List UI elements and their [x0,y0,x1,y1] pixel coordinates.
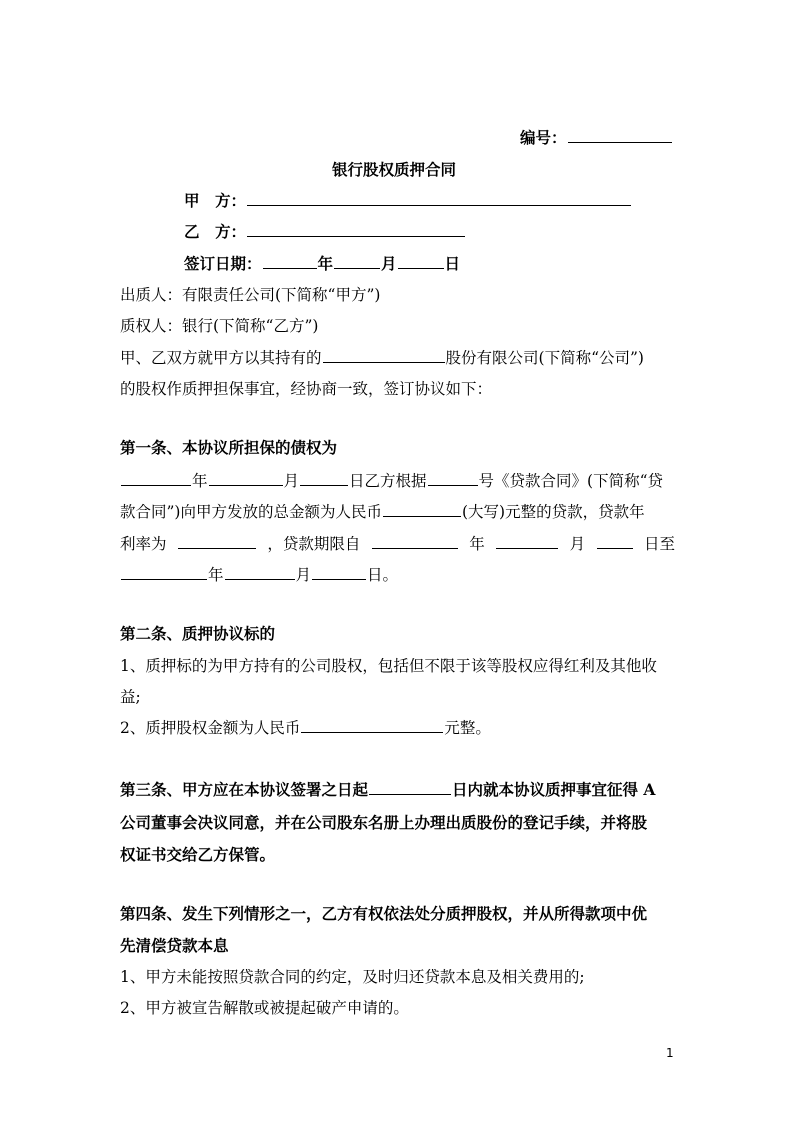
sign-year-blank [263,253,317,269]
sign-day-label: 日 [444,254,461,273]
article2-item2 [120,717,491,739]
article1-line-1 [120,470,663,492]
a1-end-month-label: 月 [295,566,312,584]
a1-line3-b: ，贷款期限自 [267,535,361,553]
party-b-blank [247,221,465,237]
a1-term-month-blank [496,533,558,549]
a3-line1-b: 日内就本协议质押事宜征得 A [452,780,656,799]
intro-line-3-a: 甲、乙双方就甲方以其持有的 [120,349,322,367]
sign-date-line [184,253,460,275]
article1-line-3 [120,533,675,555]
a1-end-year-blank [121,564,207,580]
pledgee-line: 质权人：银行(下简称“乙方”) [120,317,319,335]
party-a-blank [247,190,631,206]
a1-month-blank [209,470,283,486]
sign-month-label: 月 [381,254,397,273]
a1-term-day-blank [597,533,633,549]
a1-day-blank [300,470,348,486]
party-a-line [184,190,632,212]
a3-line1-a: 第三条、甲方应在本协议签署之日起 [120,780,369,799]
article4-item1: 1、甲方未能按照贷款合同的约定，及时归还贷款本息及相关费用的; [120,968,585,986]
a1-contract-no-blank [428,470,478,486]
a1-end-day-blank [312,564,366,580]
article4-item2: 2、甲方被宣告解散或被提起破产申请的。 [120,999,409,1017]
a2-amount-blank [301,717,443,733]
a1-line3-d: 月 [569,535,586,553]
intro-line-3 [120,347,644,369]
article4-heading-a: 第四条、发生下列情形之一，乙方有权依法处分质押股权，并从所得款项中优 [120,904,648,923]
a1-end-day-label: 日。 [367,566,399,584]
article3-line-2: 公司董事会决议同意，并在公司股东名册上办理出质股份的登记手续，并将股 [120,813,648,832]
article1-line-2 [120,501,645,523]
intro-line-4: 的股权作质押担保事宜，经协商一致，签订协议如下： [120,380,493,398]
sign-month-blank [334,253,380,269]
a1-end-month-blank [225,564,295,580]
a2-item2-a: 2、质押股权金额为人民币 [120,719,301,737]
intro-company-blank [323,347,445,363]
article1-line-4 [120,564,398,586]
party-a-label: 甲 方： [184,191,247,210]
a1-amount-blank [383,501,461,517]
a3-days-blank [369,779,451,795]
page-number: 1 [666,1046,674,1060]
a1-line3-c: 年 [469,535,485,553]
article4-heading-b: 先清偿贷款本息 [120,936,229,955]
a1-year-blank [121,470,191,486]
a1-rate-blank [178,533,256,549]
a1-end-year-label: 年 [208,566,224,584]
a1-term-year-blank [372,533,458,549]
article2-heading: 第二条、质押协议标的 [120,624,276,643]
contract-number-blank [568,127,672,143]
article1-heading: 第一条、本协议所担保的债权为 [120,438,338,457]
party-b-line [184,221,466,243]
a1-line2-b: (大写)元整的贷款，贷款年 [461,503,645,521]
sign-date-label: 签订日期： [184,254,262,273]
document-title: 银行股权质押合同 [332,160,457,179]
sign-day-blank [398,253,444,269]
a1-line2-a: 款合同”)向甲方发放的总金额为人民币 [120,503,382,521]
a1-day-text: 日乙方根据 [349,472,427,490]
a1-contract-no-text: 号《贷款合同》(下简称“贷 [478,472,664,490]
article3-line-3: 权证书交给乙方保管。 [120,845,276,864]
intro-line-3-b: 股份有限公司(下简称“公司”) [445,349,644,367]
article2-item1-b: 益; [120,688,141,706]
pledgor-line: 出质人：有限责任公司(下简称“甲方”) [120,286,381,304]
a1-year-label: 年 [192,472,208,490]
a1-line3-a: 利率为 [120,535,167,553]
a2-item2-b: 元整。 [444,719,491,737]
article3-line-1 [120,779,655,801]
contract-number-label: 编号： [520,128,567,147]
party-b-label: 乙 方： [184,222,247,241]
article2-item1-a: 1、质押标的为甲方持有的公司股权，包括但不限于该等股权应得红利及其他收 [120,657,657,675]
contract-number-line [520,127,673,149]
a1-month-label: 月 [283,472,300,490]
sign-year-label: 年 [317,254,334,273]
a1-line3-e: 日至 [643,535,675,553]
